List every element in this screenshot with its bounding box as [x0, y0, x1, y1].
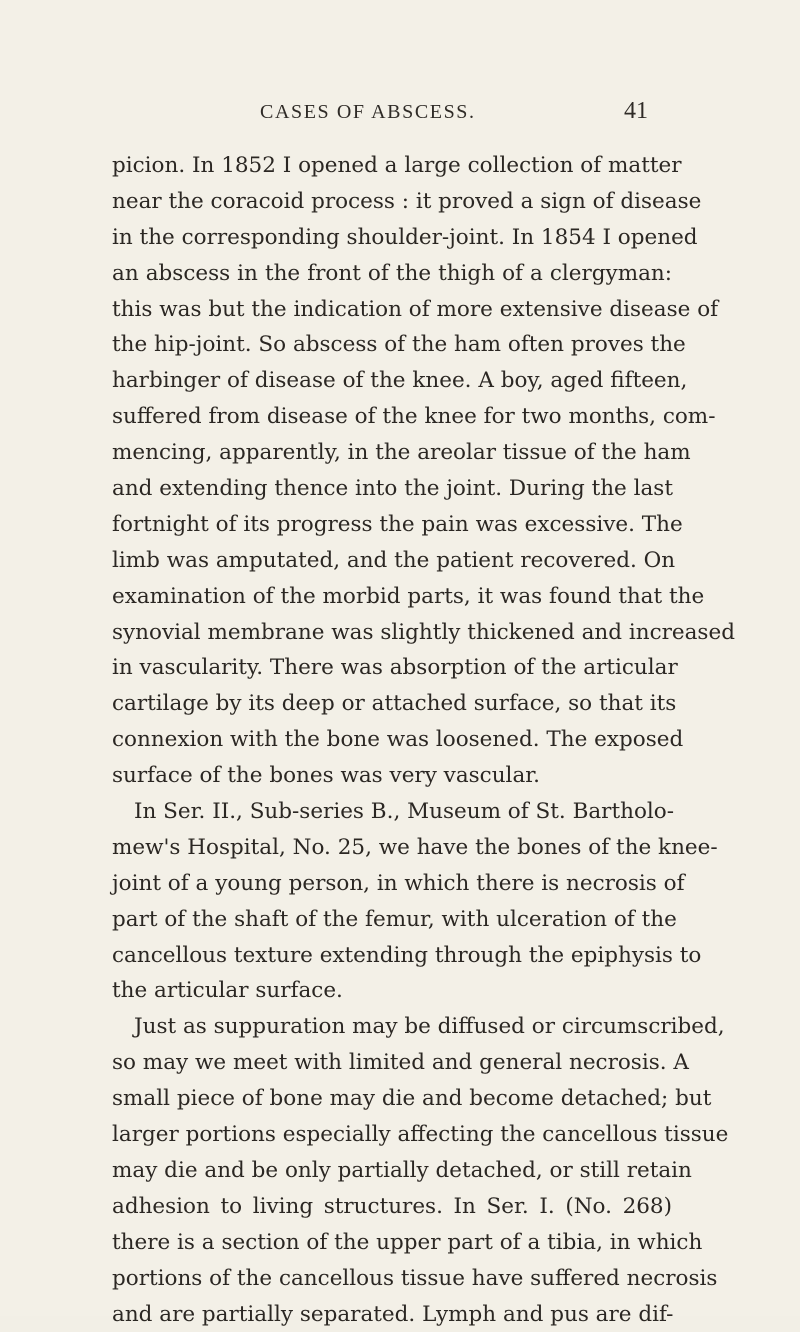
text-line: cancellous texture extending through the epiphysis to	[112, 938, 672, 974]
text-line: fortnight of its progress the pain was excessive. The	[112, 507, 672, 543]
page-number: 41	[624, 98, 648, 125]
text-line: In Ser. II., Sub-series B., Museum of St. Bartholo-	[112, 794, 672, 830]
text-line: part of the shaft of the femur, with ulceration of the	[112, 902, 672, 938]
text-line: joint of a young person, in which there is necrosis of	[112, 866, 672, 902]
text-line: and are partially separated. Lymph and pus are dif-	[112, 1297, 672, 1332]
text-line: and extending thence into the joint. During the last	[112, 471, 672, 507]
text-line: mew's Hospital, No. 25, we have the bones of the knee-	[112, 830, 672, 866]
text-line: limb was amputated, and the patient recovered. On	[112, 543, 672, 579]
text-line: surface of the bones was very vascular.	[112, 758, 672, 794]
text-line: the articular surface.	[112, 973, 672, 1009]
text-line: in the corresponding shoulder-joint. In 1854 I opened	[112, 220, 672, 256]
body-text	[112, 148, 672, 1332]
text-line: larger portions especially affecting the cancellous tissue	[112, 1117, 672, 1153]
text-line: mencing, apparently, in the areolar tissue of the ham	[112, 435, 672, 471]
text-line: in vascularity. There was absorption of the articular	[112, 650, 672, 686]
text-line: near the coracoid process : it proved a sign of disease	[112, 184, 672, 220]
text-line: synovial membrane was slightly thickened and increased	[112, 615, 672, 651]
text-line: may die and be only partially detached, or still retain	[112, 1153, 672, 1189]
text-line: there is a section of the upper part of a tibia, in which	[112, 1225, 672, 1261]
text-line: the hip-joint. So abscess of the ham often proves the	[112, 327, 672, 363]
text-line: so may we meet with limited and general necrosis. A	[112, 1045, 672, 1081]
text-line: picion. In 1852 I opened a large collection of matter	[112, 148, 672, 184]
text-line: connexion with the bone was loosened. The exposed	[112, 722, 672, 758]
running-title: CASES OF ABSCESS.	[260, 101, 476, 124]
running-head	[140, 101, 660, 129]
text-line: adhesion to living structures. In Ser. I. (No. 268)	[112, 1189, 672, 1225]
text-line: suffered from disease of the knee for two months, com-	[112, 399, 672, 435]
text-line: an abscess in the front of the thigh of a clergyman:	[112, 256, 672, 292]
text-line: small piece of bone may die and become detached; but	[112, 1081, 672, 1117]
text-line: this was but the indication of more extensive disease of	[112, 292, 672, 328]
text-line: portions of the cancellous tissue have suffered necrosis	[112, 1261, 672, 1297]
text-line: cartilage by its deep or attached surface, so that its	[112, 686, 672, 722]
text-line: examination of the morbid parts, it was found that the	[112, 579, 672, 615]
text-line: Just as suppuration may be diffused or circumscribed,	[112, 1009, 672, 1045]
text-line: harbinger of disease of the knee. A boy, aged fifteen,	[112, 363, 672, 399]
